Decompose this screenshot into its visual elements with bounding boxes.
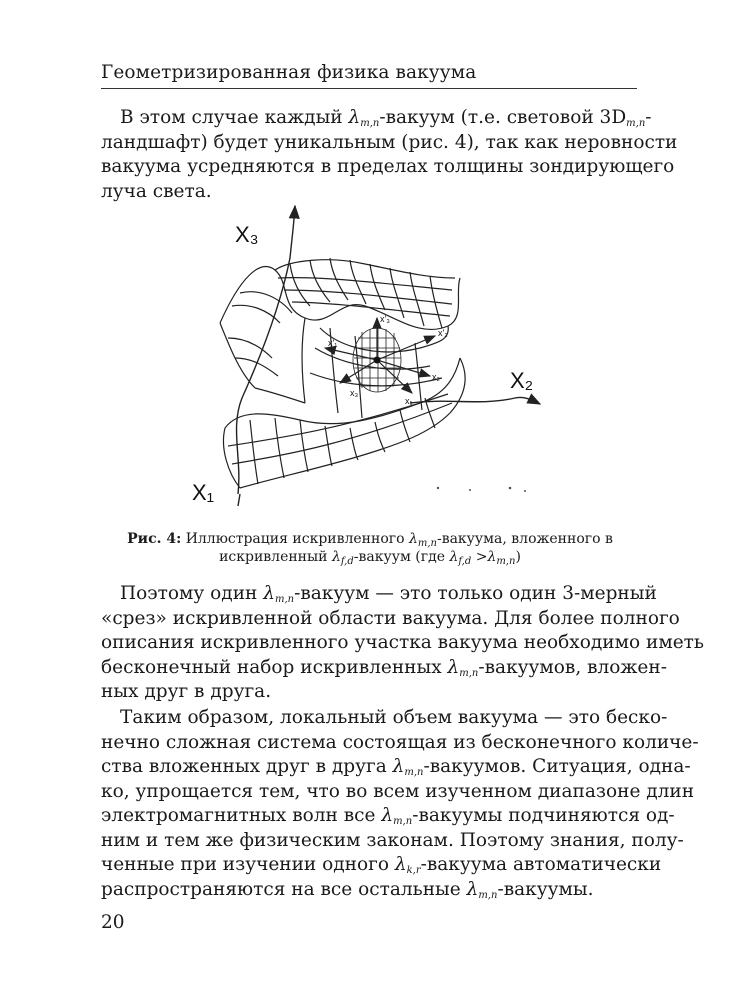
lambda-symbol: λ [487,549,497,565]
subscript: m,n [496,556,516,567]
p3-line-8 [101,878,637,903]
subscript: m,n [274,594,295,605]
text-run: -вакуума автоматически [420,854,662,875]
paragraph-3 [101,706,699,902]
text-run: -вакуума, вложенного в [436,531,613,547]
text-run: -вакуумы. [497,878,594,900]
caption-label: Рис. 4: [127,531,182,547]
p1-line-4: луча света. [101,180,212,202]
small-axis-label: x'₁ [328,338,338,348]
paragraph-1 [101,106,678,204]
p3-line-3 [101,755,691,780]
figure-4-curved-vacuum-illustration [180,198,560,508]
p2-line-5: ных друг в друга. [101,681,272,702]
text-run: -вакуумов. Ситуация, одна- [423,756,691,777]
p3-line-1: Таким образом, локальный объем вакуума — это беско- [120,707,668,728]
p2-line-2: «срез» искривленной области вакуума. Для более полного [101,607,680,629]
main-axes [237,206,540,506]
p3-line-7 [101,853,662,878]
origin-point [374,357,381,364]
text-run: бесконечный набор искривленных [101,656,448,678]
small-axis-label: x₃ [350,388,359,398]
lambda-symbol: λ [392,756,405,777]
text-run: распространяются на все остальные [101,878,467,900]
running-head-title: Геометризированная физика вакуума [101,62,477,83]
text-run: электромагнитных волн все [101,805,382,826]
text-run: искривленный [219,549,332,565]
subscript: f,d [340,556,354,567]
text-run: - [645,107,652,128]
lambda-symbol: λ [381,805,394,826]
subscript: m,n [360,118,380,129]
p3-line-4: ко, упрощается тем, что во всем изученном диапазоне длин [101,780,695,802]
lambda-symbol: λ [263,583,275,604]
text-run: -вакуумы подчиняются од- [412,805,675,826]
subscript: k,r [406,865,421,876]
small-axis-label: x₂ [432,372,440,382]
p1-line-1 [101,106,652,131]
p2-line-4 [101,656,667,681]
text-run: ства вложенных друг в друга [101,756,393,777]
lambda-symbol: λ [408,531,418,547]
p2-line-3: описания искривленного участка вакуума необходимо иметь [101,632,704,653]
text-run: -вакуумов, вложен- [478,656,667,678]
text-run: -вакуум (где [353,549,450,565]
page-number: 20 [101,912,125,933]
lambda-symbol: λ [331,549,341,565]
caption-line-2 [110,548,630,566]
axis-label-x3: X₃ [235,222,259,247]
small-axis-label: x₁ [405,396,413,406]
text-run: -вакуум — это только один 3-мерный [294,583,657,604]
scan-specks [437,487,526,492]
figure-4-caption [110,530,630,566]
p3-line-5 [101,804,675,829]
axis-label-x1: X₁ [192,480,215,505]
text-run: -вакуум (т.е. световой 3D [379,107,627,128]
text-run: Иллюстрация искривленного [181,531,409,547]
subscript: m,n [417,538,437,549]
p1-line-3: вакуума усредняются в пределах толщины зондирующего [101,156,675,177]
p3-line-6: ним и тем же физическим законам. Поэтому знания, полу- [101,829,684,851]
lambda-symbol: λ [348,107,361,128]
lambda-symbol: λ [449,549,459,565]
text-run: Поэтому один [120,583,264,604]
subscript: m,n [478,889,498,901]
p1-line-2: ландшафт) будет уникальным (рис. 4), так как неровности [101,131,678,153]
subscript: m,n [404,767,424,778]
small-axis-label: x'₃ [380,314,390,324]
subscript: m,n [626,118,646,129]
paragraph-2 [101,582,704,705]
text-run: ченные при изучении одного [101,854,395,875]
lambda-symbol: λ [394,854,407,875]
subscript: f,d [458,556,472,567]
lambda-symbol: λ [447,656,460,678]
axis-label-x2: X₂ [510,368,534,393]
p2-line-1 [101,582,657,607]
header-rule [101,88,637,89]
text-run: ) [515,549,521,565]
p3-line-2: нечно сложная система состоящая из бесконечного количе- [101,731,699,753]
text-run: > [471,549,488,565]
subscript: m,n [459,667,479,679]
lambda-symbol: λ [466,878,479,900]
small-axis-label: x'₂ [438,328,448,338]
caption-line-1 [110,530,630,548]
outer-surface-grid [220,258,465,488]
text-run: В этом случае каждый [120,107,349,128]
subscript: m,n [393,816,413,827]
